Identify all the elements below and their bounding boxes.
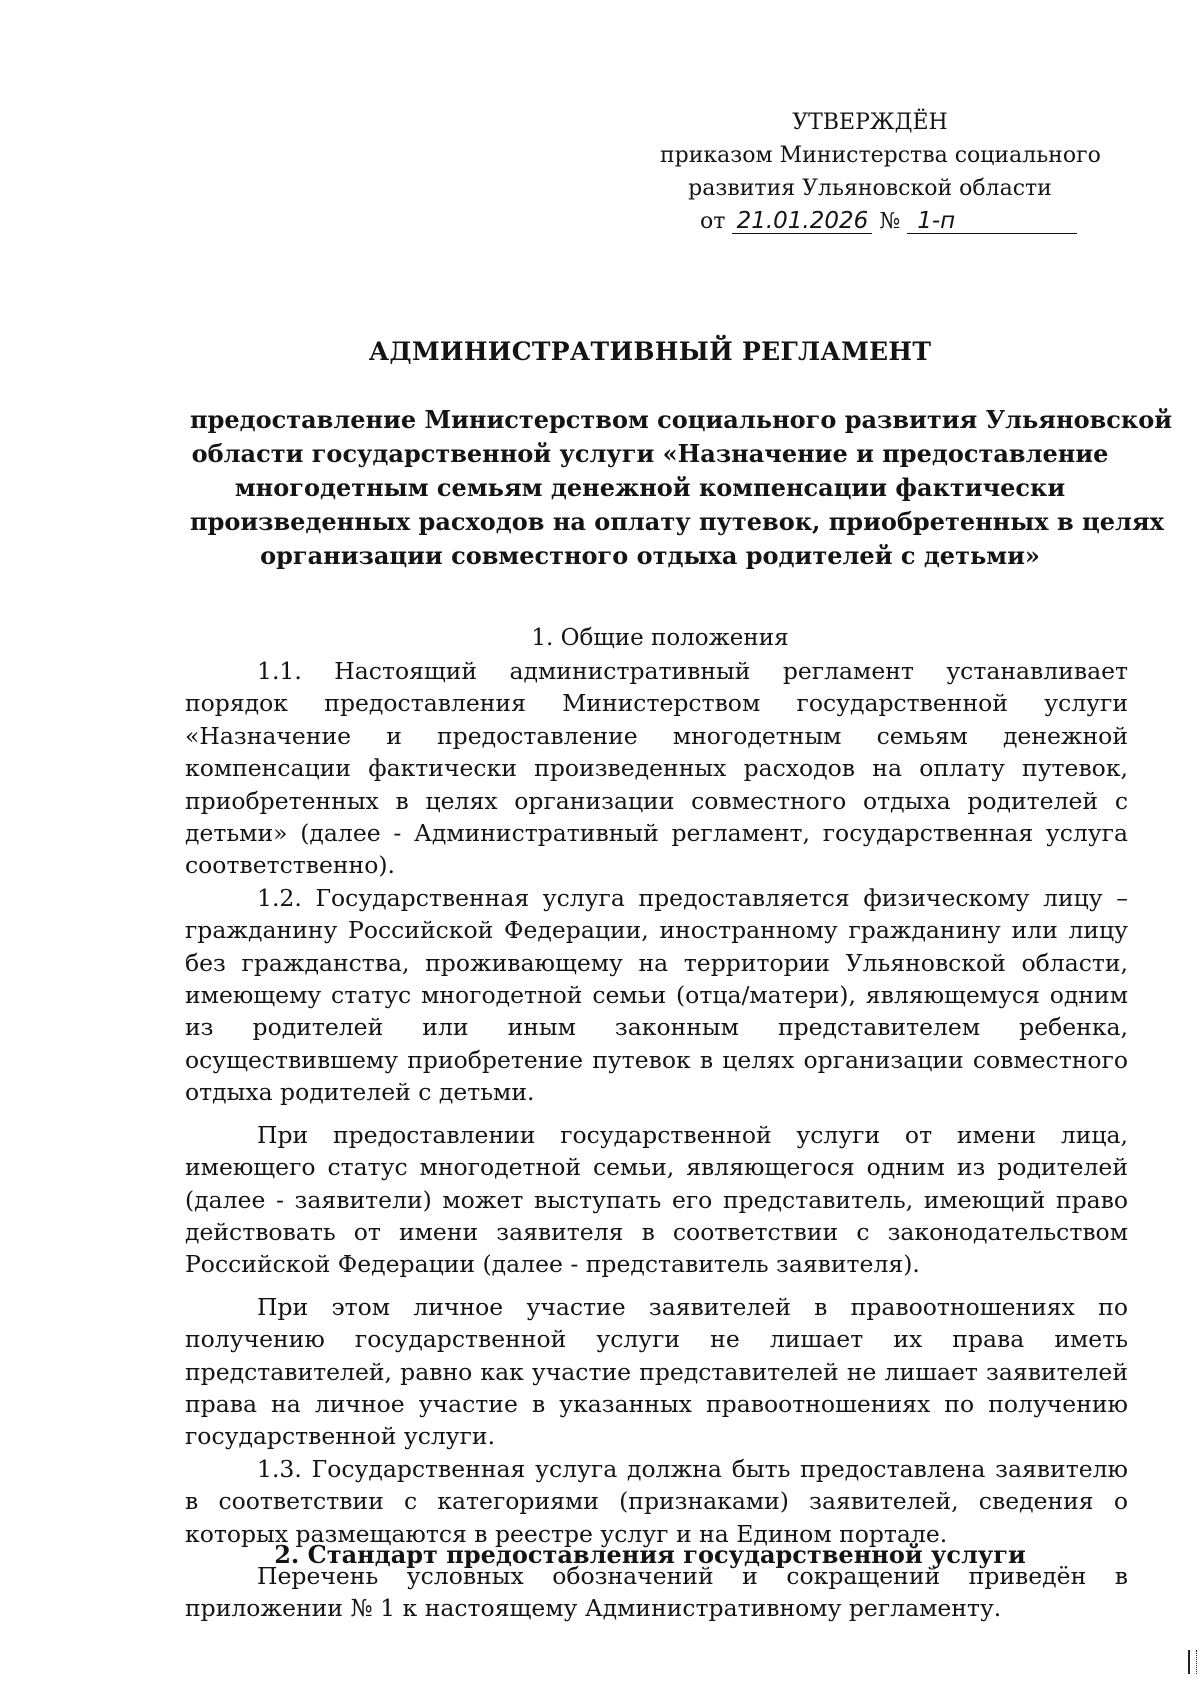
scan-edge-mark bbox=[1188, 1650, 1197, 1674]
section-1-heading: 1. Общие положения bbox=[531, 625, 789, 651]
handwritten-number: 1-п bbox=[907, 209, 1077, 234]
number-label: № bbox=[879, 209, 901, 234]
paragraph-abbreviations: Перечень условных обозначений и сокращений приведён в приложении № 1 к настоящему Административному регламенту. bbox=[185, 1561, 1128, 1623]
approval-line-1: приказом Министерства социального bbox=[660, 143, 1101, 168]
paragraph-representative: При предоставлении государственной услуги от имени лица, имеющего статус многодетной семьи, являющегося одним из родителей (далее - заявители) может выступать его представитель, имеющий право действовать от имени заявителя в соответствии с законодательством Российской Федерации (далее - представитель заявителя). bbox=[185, 1120, 1128, 1279]
paragraph-personal-participation: При этом личное участие заявителей в правоотношениях по получению государственной услуги не лишает их права иметь представителей, равно как участие представителей не лишает заявителей права на личное участие в указанных правоотношениях по получению государственной услуги. bbox=[185, 1292, 1128, 1451]
handwritten-date: 21.01.2026 bbox=[732, 209, 872, 234]
approval-date-row bbox=[660, 205, 1080, 238]
approval-title: УТВЕРЖДЁН bbox=[792, 110, 948, 135]
section-1-body bbox=[185, 655, 1128, 1625]
paragraph-1-2: 1.2. Государственная услуга предоставляется физическому лицу – гражданину Российской Федерации, иностранному гражданину или лицу без гражданства, проживающему на территории Ульяновской области, имеющему статус многодетной семьи (отца/матери), являющемуся одним из родителей или иным законным представителем ребенка, осуществившему приобретение путевок в целях организации совместного отдыха родителей с детьми. bbox=[185, 883, 1128, 1107]
document-title: АДМИНИСТРАТИВНЫЙ РЕГЛАМЕНТ bbox=[368, 337, 932, 366]
document-subtitle bbox=[190, 403, 1173, 573]
approval-line-2: развития Ульяновской области bbox=[688, 176, 1052, 201]
subtitle-line: многодетным семьям денежной компенсации фактически bbox=[234, 473, 1066, 502]
subtitle-line: области государственной услуги «Назначение и предоставление bbox=[191, 439, 1109, 468]
paragraph-1-1: 1.1. Настоящий административный регламент устанавливает порядок предоставления Министерством государственной услуги «Назначение и предоставление многодетным семьям денежной компенсации фактически произведенных расходов на оплату путевок, приобретенных в целях организации совместного отдыха родителей с детьми» (далее - Административный регламент, государственная услуга соответственно). bbox=[185, 657, 1128, 880]
approval-stamp bbox=[660, 106, 1101, 238]
from-label: от bbox=[700, 209, 726, 234]
subtitle-line: произведенных расходов на оплату путевок, приобретенных в целях bbox=[190, 507, 1164, 536]
subtitle-line: предоставление Министерством социального развития Ульяновской bbox=[190, 405, 1173, 434]
paragraph-1-3: 1.3. Государственная услуга должна быть предоставлена заявителю в соответствии с категориями (признаками) заявителей, сведения о которых размещаются в реестре услуг и на Едином портале. bbox=[185, 1454, 1128, 1548]
section-2-heading: 2. Стандарт предоставления государственной услуги bbox=[274, 1540, 1026, 1569]
subtitle-line: организации совместного отдыха родителей с детьми» bbox=[260, 541, 1040, 570]
